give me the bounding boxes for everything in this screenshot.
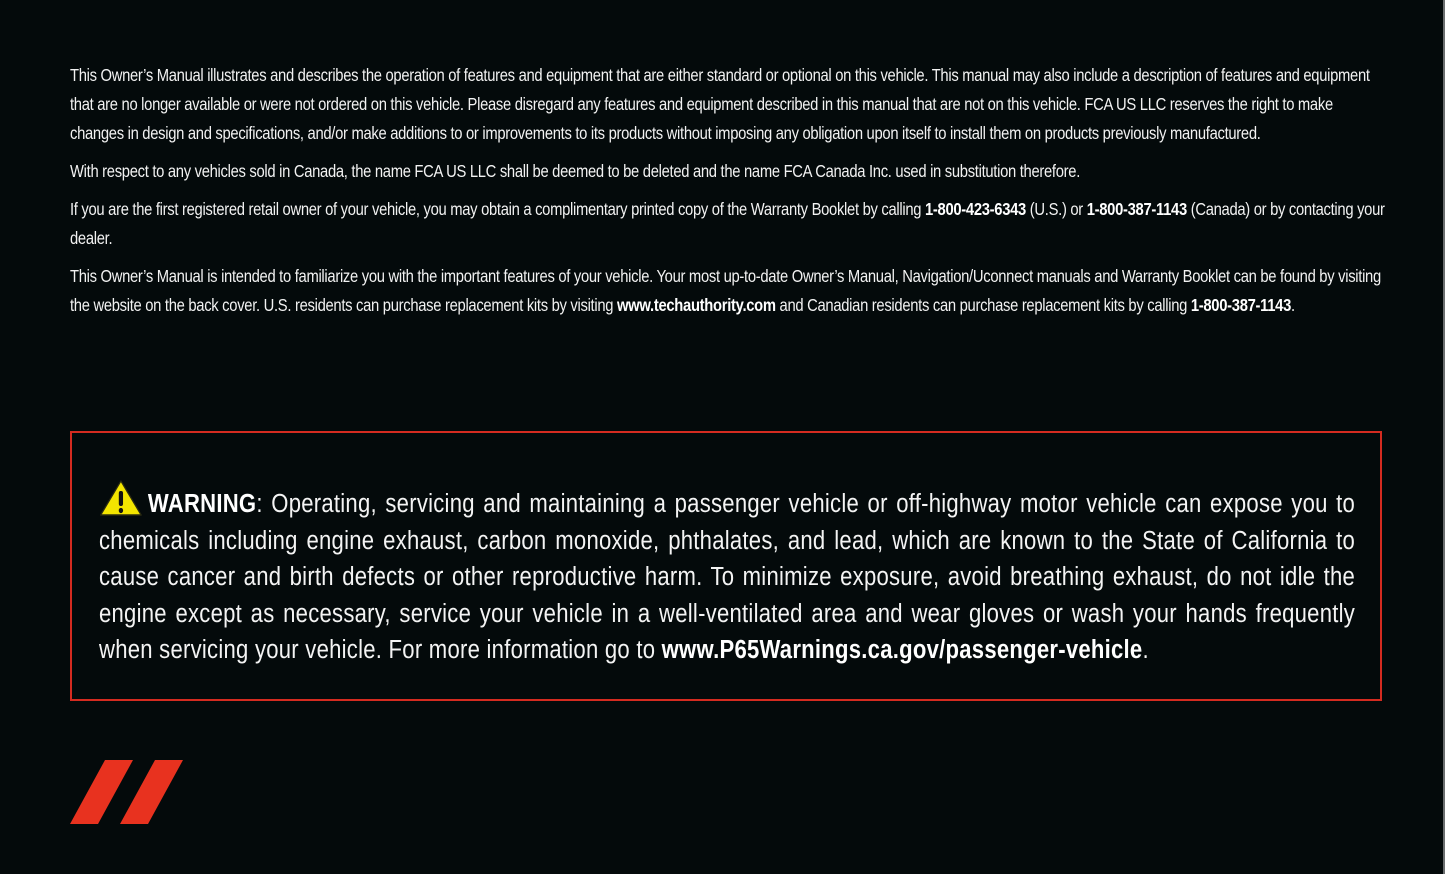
p65-warnings-link[interactable]: www.P65Warnings.ca.gov/passenger-vehicle [661,634,1143,664]
warning-label: WARNING [147,488,257,518]
intro-paragraph-website: This Owner’s Manual is intended to familiarize you with the important features of your vehicle. Your most up-to-date Owner’s Manual, Navigation/Uconnect manuals and Warranty Booklet can be found by visiting the website on the back cover. U.S. residents can purchase replacement kits by visiting www.techauthority.com and Canadian residents can purchase replacement kits by calling 1-800-387-1143. [70,266,1381,315]
intro-paragraph-warranty: If you are the first registered retail owner of your vehicle, you may obtain a complimentary printed copy of the Warranty Booklet by calling 1-800-423-6343 (U.S.) or 1-800-387-1143 (Canada) or by contacting your dealer. [70,199,1385,248]
techauthority-link[interactable]: www.techauthority.com [616,295,776,315]
phone-us: 1-800-423-6343 [924,199,1026,219]
prop65-warning-box [70,431,1382,701]
warning-triangle-icon [99,480,143,516]
warning-text: WARNING: Operating, servicing and maintaining a passenger vehicle or off-highway motor vehicle can expose you to chemicals including engine exhaust, carbon monoxide, phthalates, and lead, which are known to the State of California to cause cancer and birth defects or other reproductive harm. To minimize exposure, avoid breathing exhaust, do not idle the engine except as necessary, service your vehicle in a well-ventilated area and wear gloves or wash your hands frequently when servicing your vehicle. For more information go to www.P65Warnings.ca.gov/passenger-vehicle. [99,480,1355,668]
dodge-stripes-logo-icon [70,760,185,826]
phone-canada: 1-800-387-1143 [1086,199,1187,219]
intro-paragraph-disclaimer: This Owner’s Manual illustrates and describes the operation of features and equipment that are either standard or optional on this vehicle. This manual may also include a description of features and equipment that are no longer available or were not ordered on this vehicle. Please disregard any features and equipment described in this manual that are not on this vehicle. FCA US LLC reserves the right to make changes in design and specifications, and/or make additions to or improvements to its products without imposing any obligation upon itself to install them on products previously manufactured. [70,65,1370,143]
intro-paragraph-canada: With respect to any vehicles sold in Canada, the name FCA US LLC shall be deemed to be deleted and the name FCA Canada Inc. used in substitution therefore. [70,161,1081,181]
intro-section [70,61,1390,329]
phone-canada-kits: 1-800-387-1143 [1190,295,1292,315]
